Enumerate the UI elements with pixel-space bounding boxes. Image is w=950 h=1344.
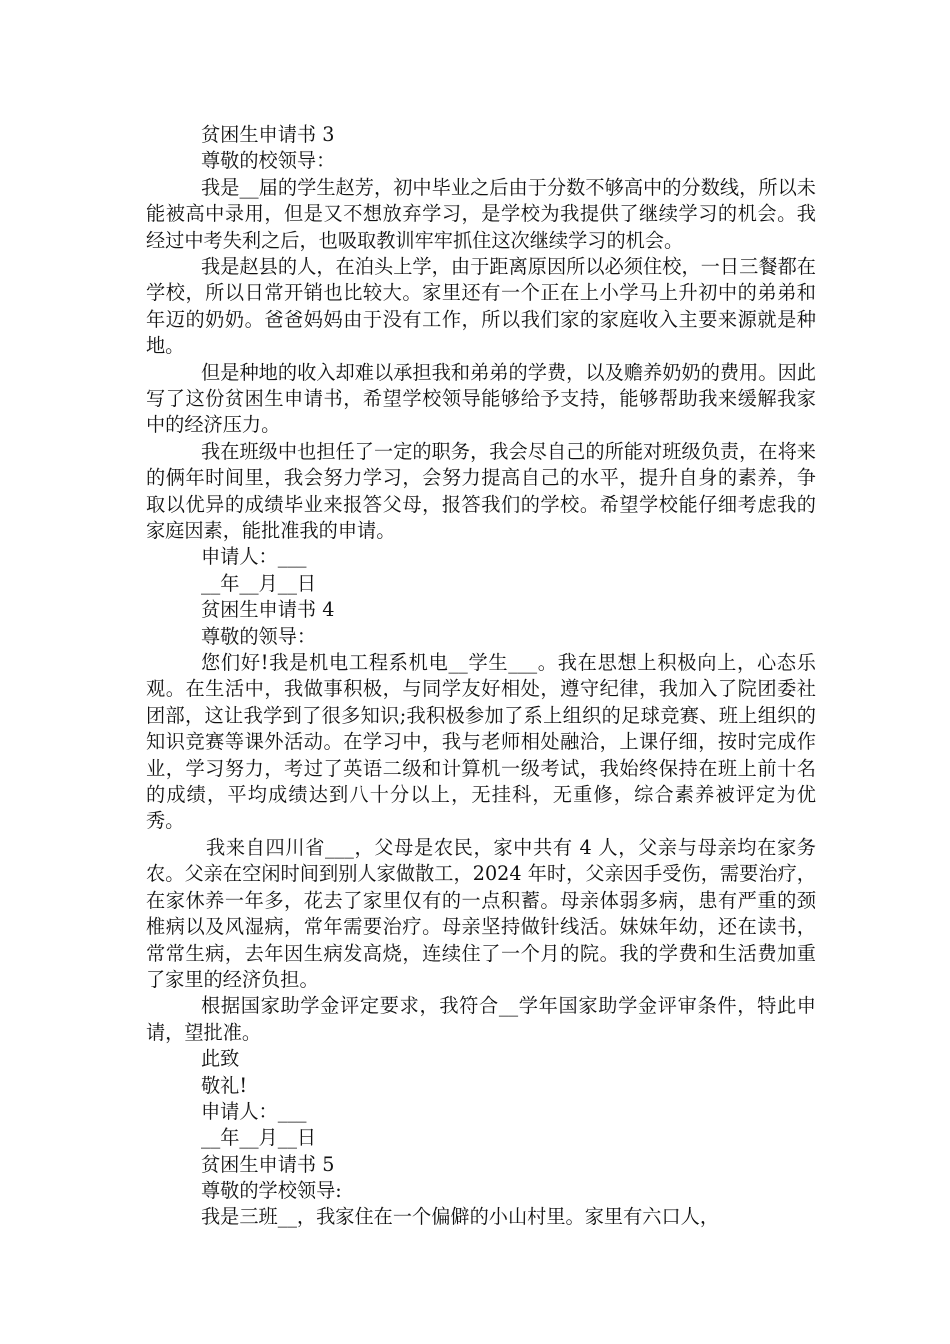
letter-4-date: __年__月__日 — [201, 1126, 317, 1150]
letter-4-salutation: 尊敬的领导： — [201, 624, 317, 648]
letter-5-salutation: 尊敬的学校领导: — [201, 1179, 342, 1203]
letter-5-title: 贫困生申请书 5 — [201, 1152, 335, 1176]
letter-3-paragraph-1: 我是__届的学生赵芳，初中毕业之后由于分数不够高中的分数线，所以未能被高中录用，但是又不想放弃学习，是学校为我提供了继续学习的机会。我经过中考失利之后，也吸取教训牢牢抓住这次继续学习的机会。 — [146, 175, 816, 252]
letter-3-salutation: 尊敬的校领导： — [201, 149, 336, 173]
document-page — [146, 122, 816, 1231]
letter-5-paragraph-1: 我是三班__，我家住在一个偏僻的小山村里。家里有六口人， — [201, 1205, 720, 1229]
letter-3-paragraph-3: 但是种地的收入却难以承担我和弟弟的学费，以及赡养奶奶的费用。因此写了这份贫困生申请书，希望学校领导能够给予支持，能够帮助我来缓解我家中的经济压力。 — [146, 360, 816, 437]
letter-3-date: __年__月__日 — [201, 571, 317, 595]
letter-3-paragraph-2: 我是赵县的人，在泊头上学，由于距离原因所以必须住校，一日三餐都在学校，所以日常开销也比较大。家里还有一个正在上小学马上升初中的弟弟和年迈的奶奶。爸爸妈妈由于没有工作，所以我们家的家庭收入主要来源就是种地。 — [146, 255, 816, 358]
letter-4-paragraph-2: 我来自四川省___，父母是农民，家中共有 4 人，父亲与母亲均在家务农。父亲在空闲时间到别人家做散工，2024 年时，父亲因手受伤，需要治疗，在家休养一年多，花去了家里仅有的一点积蓄。母亲体弱多病，患有严重的颈椎病以及风湿病，常年需要治疗。母亲坚持做针线活。妹妹年幼，还在读书，常常生病，去年因生病发高烧，连续住了一个月的院。我的学费和生活费加重了家里的经济负担。 — [146, 835, 816, 991]
letter-4-title: 贫困生申请书 4 — [201, 598, 335, 622]
letter-3-title: 贫困生申请书 3 — [201, 123, 335, 146]
letter-4-paragraph-3: 根据国家助学金评定要求，我符合__学年国家助学金评审条件，特此申请，望批准。 — [146, 994, 816, 1044]
letter-4-applicant: 申请人：___ — [201, 1099, 307, 1123]
letter-3-paragraph-4: 我在班级中也担任了一定的职务，我会尽自己的所能对班级负责，在将来的俩年时间里，我会努力学习，会努力提高自己的水平，提升自身的素养，争取以优异的成绩毕业来报答父母，报答我们的学校。希望学校能仔细考虑我的家庭因素，能批准我的申请。 — [146, 439, 816, 543]
letter-3-applicant: 申请人：___ — [201, 545, 307, 569]
letter-4-paragraph-1: 您们好!我是机电工程系机电__学生___。我在思想上积极向上，心态乐观。在生活中，我做事积极，与同学友好相处，遵守纪律，我加入了院团委社团部，这让我学到了很多知识;我积极参加了系上组织的足球竞赛、班上组织的知识竞赛等课外活动。在学习中，我与老师相处融洽，上课仔细，按时完成作业，学习努力，考过了英语二级和计算机一级考试，我始终保持在班上前十名的成绩，平均成绩达到八十分以上，无挂科，无重修，综合素养被评定为优秀。 — [146, 651, 816, 833]
letter-4-closing-1: 此致 — [201, 1047, 240, 1071]
letter-4-closing-2: 敬礼! — [201, 1073, 248, 1097]
